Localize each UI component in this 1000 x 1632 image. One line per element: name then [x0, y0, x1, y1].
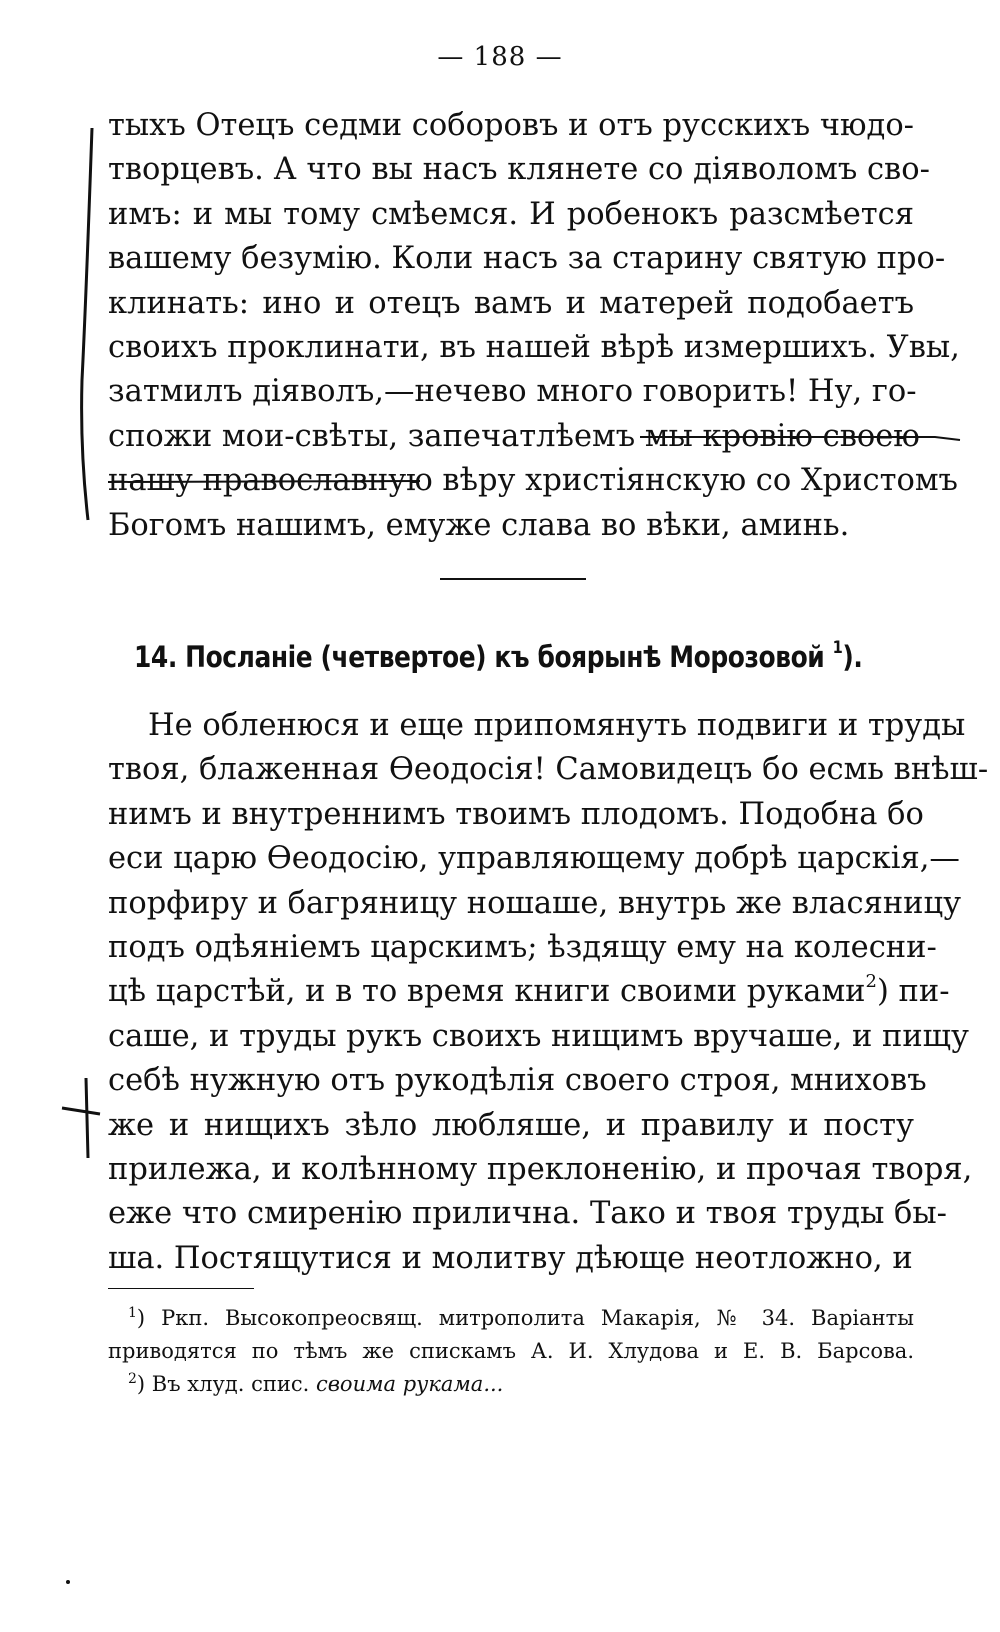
footnote-mark: 1	[128, 1305, 137, 1321]
letter-ending-text	[108, 104, 960, 548]
text-line: нимъ и внутреннимъ твоимъ плодомъ. Подобна бо	[108, 796, 924, 832]
text-line: спожи мои-свѣты, запечатлѣемъ мы кровiю своею	[108, 418, 920, 454]
text-line: еси царю Ѳеодосiю, управляющему добрѣ царскiя,—	[108, 841, 960, 877]
text-line: затмилъ дiяволъ,—нечево много говорить! Ну, го-	[108, 374, 917, 410]
text-line: твоя, блаженная Ѳеодосiя! Самовидецъ бо есмь внѣш-	[108, 752, 989, 788]
text-line: нашу православную вѣру христiянскую со Христомъ	[108, 463, 958, 499]
ink-dot	[66, 1580, 70, 1584]
heading-tail: ).	[842, 640, 863, 674]
line-text: цѣ царстѣй, и в то время книги своими руками	[108, 974, 866, 1010]
footnote-2: $^2$) Въ хлуд. спис. своима рукама...	[128, 1371, 504, 1396]
footnote-divider	[108, 1288, 254, 1289]
letter-body-text	[108, 704, 989, 1281]
line-tail: ) пи-	[876, 974, 950, 1010]
footnote-1-continuation: приводятся по тѣмъ же спискамъ А. И. Хлудова и Е. В. Барсова.	[108, 1339, 914, 1363]
heading-text: 14. Посланiе (четвертое) къ боярынѣ Морозовой	[134, 640, 825, 674]
text-line: же и нищихъ зѣло любляше, и правилу и посту	[108, 1107, 914, 1143]
text-line	[108, 970, 950, 1014]
margin-line	[82, 128, 92, 520]
section-heading	[134, 638, 863, 674]
footnote-mark: 2	[865, 971, 877, 993]
footnotes	[108, 1302, 914, 1401]
text-line: тыхъ Отецъ седми соборовъ и отъ русскихъ чюдо-	[108, 108, 914, 143]
text-line: Богомъ нашимъ, емуже слава во вѣки, аминь.	[108, 507, 850, 543]
footnote-italic: своима рукама...	[315, 1372, 504, 1396]
text-line: своихъ проклинати, въ нашей вѣрѣ измершихъ. Увы,	[108, 329, 960, 365]
text-line: себѣ нужную отъ рукодѣлiя своего строя, мниховъ	[108, 1063, 927, 1099]
text-line: порфиру и багряницу ношаше, внутрь же власяницу	[108, 885, 962, 921]
page-number: — 188 —	[437, 42, 563, 72]
text-line: саше, и труды рукъ своихъ нищимъ вручаше, и пищу	[108, 1018, 969, 1054]
text-line: имъ: и мы тому смѣемся. И робенокъ разсмѣется	[108, 196, 914, 232]
text-line: творцевъ. А что вы насъ клянете со дiяволомъ сво-	[108, 152, 930, 188]
section-divider	[440, 578, 586, 580]
text-line: клинать: ино и отецъ вамъ и матерей подобаетъ	[108, 285, 914, 321]
text-line: ша. Постящутися и молитву дѣюще неотложно, и	[108, 1240, 913, 1276]
text-line: прилежа, и колѣнному преклоненiю, и прочая творя,	[108, 1151, 973, 1187]
text-line: подъ одѣянiемъ царскимъ; ѣздящу ему на колесни-	[108, 929, 937, 965]
text-line: вашему безумiю. Коли насъ за старину святую про-	[108, 241, 946, 277]
text-line: Не обленюся и еще припомянуть подвиги и труды	[148, 708, 966, 743]
footnote-mark: 1	[832, 638, 843, 658]
footnote-1: $^1$) Ркп. Высокопреосвящ. митрополита Макарiя, № 34. Варiанты	[128, 1305, 914, 1330]
footnote-mark: 2	[128, 1371, 137, 1387]
cross-mark	[62, 1078, 100, 1158]
text-line: еже что смиренiю прилична. Тако и твоя труды бы-	[108, 1196, 947, 1232]
